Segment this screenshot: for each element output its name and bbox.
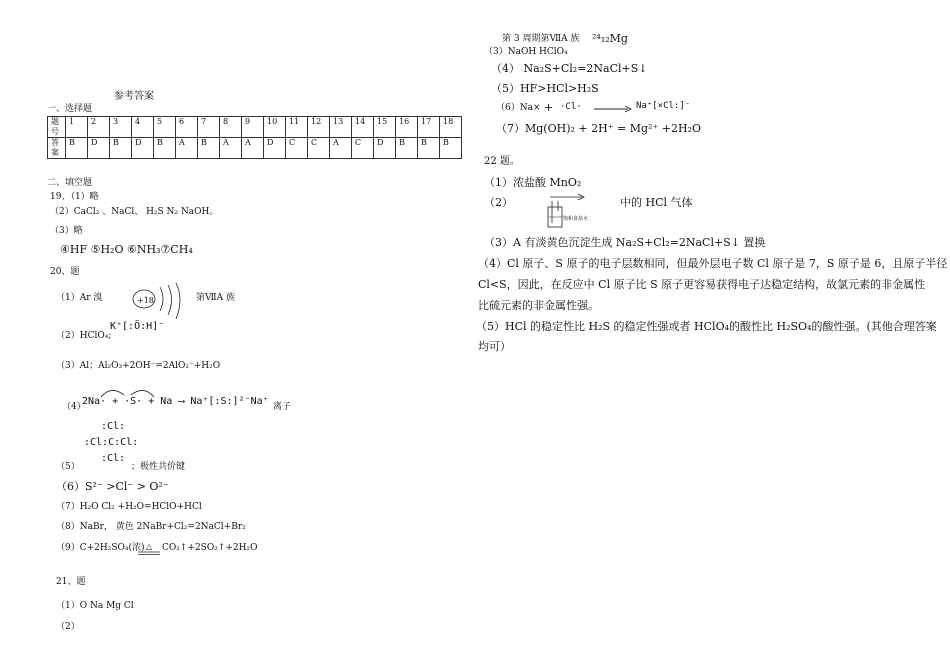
q22-4b: Cl<S，因此，在反应中 Cl 原子比 S 原子更容易获得电子达稳定结构，故氯元素的非金属性 — [478, 278, 926, 291]
table-cell: 12 — [308, 117, 330, 138]
q20-3: （3）Al；Al₂O₃+2OH⁻=2AlO₂⁻+H₂O — [56, 361, 221, 371]
r-q6-plus: + — [544, 101, 554, 114]
q20-1: （1）Ar 溴 — [56, 293, 103, 303]
q22-2-text: 中的 HCl 气体 — [620, 196, 693, 209]
section-choice: 一、选择题 — [47, 104, 93, 114]
ccl4-bot: :Cl: — [101, 453, 126, 464]
table-cell: 11 — [286, 117, 308, 138]
q20-2: （2）HClO₄; — [56, 331, 112, 341]
table-cell: 15 — [374, 117, 396, 138]
q19-3: （3）略 — [50, 226, 83, 236]
arrow-icon — [594, 105, 634, 113]
table-cell: 9 — [242, 117, 264, 138]
table-cell: 14 — [352, 117, 374, 138]
q20-5-label: （5） — [56, 462, 80, 472]
q22-4a: （4）Cl 原子、S 原子的电子层数相同，但最外层电子数 Cl 原子是 7，S 原子是 6，且原子半径 — [478, 257, 948, 270]
table-cell: 16 — [396, 117, 418, 138]
q20-4-label: （4） — [62, 402, 86, 412]
table-cell: 4 — [132, 117, 154, 138]
answer-table — [47, 116, 462, 159]
ccl4-top: :Cl: — [101, 421, 126, 432]
q22-5a: （5）HCl 的稳定性比 H₂S 的稳定性强或者 HClO₄的酸性比 H₂SO₄的酸性强。(其他合理答案 — [476, 320, 937, 333]
table-cell: C — [286, 138, 308, 159]
q20-4-ion: 离子 — [273, 402, 292, 412]
table-row-numbers — [48, 117, 462, 138]
q19-1: 19、（1）略 — [50, 192, 99, 202]
table-cell: 8 — [220, 117, 242, 138]
r-q6-label: （6）Na× — [496, 103, 541, 113]
r-q7: （7）Mg(OH)₂ + 2H⁺ = Mg²⁺ +2H₂O — [496, 122, 701, 135]
r-q6-cl: ·Cl· — [560, 102, 582, 112]
table-cell: B — [396, 138, 418, 159]
q22-1: （1）浓盐酸 MnO₂ — [484, 176, 582, 189]
q19-4: ④HF ⑤H₂O ⑥NH₃⑦CH₄ — [60, 243, 193, 256]
table-cell: 3 — [110, 117, 132, 138]
table-cell: B — [110, 138, 132, 159]
r-period-group: 第 3 周期第ⅦA 族 — [502, 34, 580, 44]
table-cell: B — [66, 138, 88, 159]
row-label-answer: 答案 — [48, 138, 66, 159]
na2s-formation: 2Na· + ·S· + Na ⟶ Na⁺[:S:]²⁻Na⁺ — [82, 396, 269, 407]
table-cell: 6 — [176, 117, 198, 138]
table-cell: A — [242, 138, 264, 159]
row-label-number: 题号 — [48, 117, 66, 138]
table-cell: 7 — [198, 117, 220, 138]
gas-bottle-diagram — [544, 189, 604, 229]
q20-8: （8）NaBr， 黄色 2NaBr+Cl₂=2NaCl+Br₂ — [56, 522, 246, 532]
table-cell: 18 — [440, 117, 462, 138]
q20: 20、题 — [50, 267, 80, 277]
r-q6-product: Na⁺[×Cl:]⁻ — [636, 101, 691, 111]
koh-electron-formula: K⁺[:Ö:H]⁻ — [110, 321, 165, 332]
q21-1: （1）O Na Mg Cl — [56, 601, 134, 611]
table-cell: B — [154, 138, 176, 159]
nucleus-label: +18 — [137, 296, 154, 305]
r-q5: （5）HF>HCl>H₂S — [491, 82, 599, 95]
q20-1-group: 第ⅦA 族 — [196, 293, 235, 303]
equals-double-line — [138, 551, 162, 556]
table-cell: 13 — [330, 117, 352, 138]
r-q3: （3）NaOH HClO₄ — [484, 47, 568, 57]
q22-2-label: （2） — [484, 196, 513, 209]
q22: 22 题。 — [484, 156, 520, 167]
q20-6: （6）S²⁻ >Cl⁻ > O²⁻ — [56, 480, 169, 493]
table-cell: C — [352, 138, 374, 159]
q22-3: （3）A 有淡黄色沉淀生成 Na₂S+Cl₂=2NaCl+S↓ 置换 — [484, 236, 766, 249]
q20-5-bond: ；极性共价键 — [131, 462, 186, 472]
table-cell: A — [220, 138, 242, 159]
section-fill: 二、填空题 — [47, 178, 93, 188]
table-cell: 2 — [88, 117, 110, 138]
table-cell: B — [198, 138, 220, 159]
table-row-answers — [48, 138, 462, 159]
q20-9a: （9）C+2H₂SO₄(浓) — [56, 543, 145, 553]
table-cell: B — [440, 138, 462, 159]
table-cell: A — [176, 138, 198, 159]
q22-4c: 比硫元素的非金属性强。 — [478, 299, 599, 312]
table-cell: C — [308, 138, 330, 159]
q21: 21、题 — [56, 577, 86, 587]
r-mg-isotope: ²⁴₁₂Mg — [592, 32, 628, 45]
page-title: 参考答案 — [114, 91, 154, 102]
q19-2: （2）CaCl₂ 、NaCl、 H₂S N₂ NaOH。 — [50, 207, 219, 217]
table-cell: 17 — [418, 117, 440, 138]
table-cell: D — [132, 138, 154, 159]
table-cell: D — [264, 138, 286, 159]
table-cell: B — [418, 138, 440, 159]
q20-9-condition: △ — [146, 542, 153, 551]
r-q4: （4） Na₂S+Cl₂=2NaCl+S↓ — [491, 62, 648, 75]
bottle-label: 饱和食盐水 — [563, 216, 589, 222]
table-cell: D — [374, 138, 396, 159]
table-cell: D — [88, 138, 110, 159]
q20-9b: CO₂↑+2SO₂↑+2H₂O — [162, 543, 258, 553]
table-cell: 10 — [264, 117, 286, 138]
table-cell: 5 — [154, 117, 176, 138]
q22-5b: 均可） — [478, 340, 511, 353]
ccl4-mid: :Cl:C:Cl: — [84, 437, 139, 448]
table-cell: A — [330, 138, 352, 159]
table-cell: 1 — [66, 117, 88, 138]
q20-7: （7）H₂O Cl₂ +H₂O=HClO+HCl — [56, 502, 202, 512]
q21-2: （2） — [56, 622, 80, 632]
